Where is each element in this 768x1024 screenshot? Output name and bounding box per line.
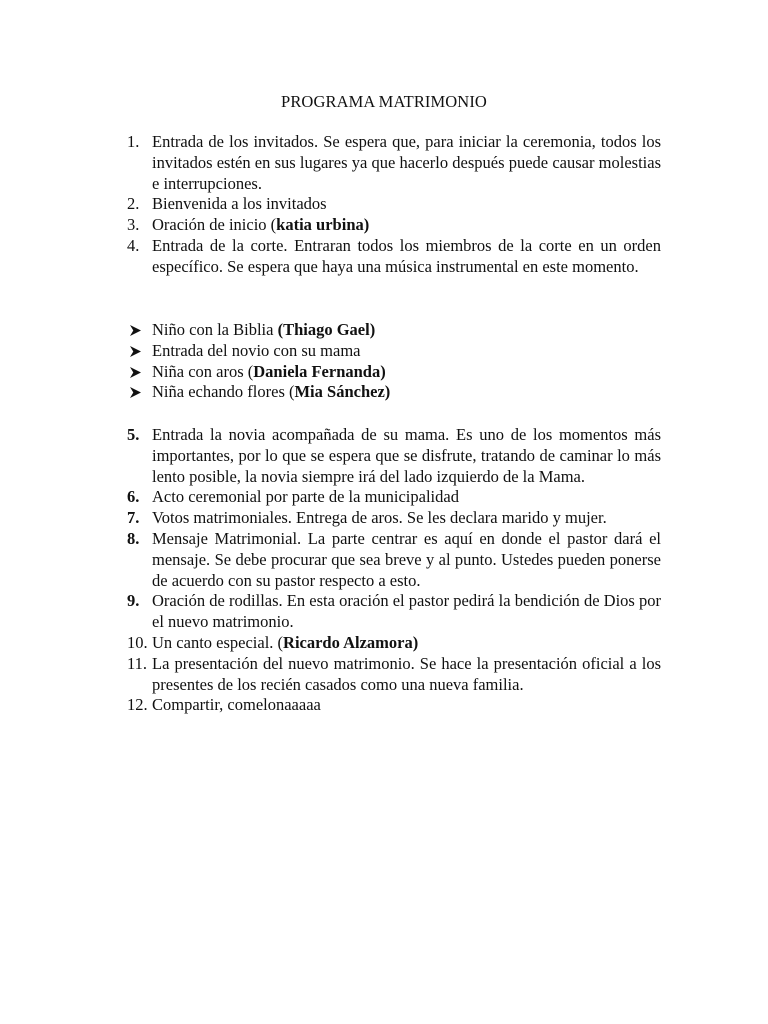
program-list-part-1 [127, 132, 661, 278]
document-title: PROGRAMA MATRIMONIO [281, 92, 487, 111]
bullet-item [130, 382, 650, 403]
list-item-number: 9. [127, 591, 140, 611]
arrowhead-bullet-icon [130, 346, 141, 357]
list-item-text: Votos matrimoniales. Entrega de aros. Se les declara marido y mujer. [152, 508, 607, 528]
list-item [127, 194, 661, 215]
bullet-item-name-bold: Daniela Fernanda) [253, 361, 386, 381]
list-item [127, 215, 661, 236]
list-item [127, 508, 661, 529]
bullet-item-name-bold: (Thiago Gael) [277, 320, 376, 339]
list-item-name-bold: katia urbina) [276, 215, 370, 235]
list-item-text: Bienvenida a los invitados [152, 194, 327, 214]
list-item-number: 10. [127, 632, 148, 652]
list-item-text: Acto ceremonial por parte de la municipalidad [152, 487, 459, 507]
bullet-item-name-bold: Mia Sánchez) [294, 382, 391, 402]
list-item-number: 4. [127, 235, 140, 255]
list-item-number: 8. [127, 528, 140, 548]
bullet-item [130, 362, 650, 383]
list-item-number: 3. [127, 215, 140, 235]
bullet-item-text: Niña con aros ( [152, 361, 254, 381]
list-item [127, 633, 661, 654]
list-item-number: 7. [127, 508, 140, 528]
bullet-item-text: Niña echando flores ( [152, 382, 295, 402]
list-item-text: Entrada la novia acompañada de su mama. Es uno de los momentos más importantes, por lo que se espera que se disfrute, tratando de caminar lo más lento posible, la novia siempre irá del lado izquierdo de la Mama. [152, 425, 661, 486]
list-item [127, 132, 661, 194]
bullet-item-text: Niño con la Biblia [152, 320, 278, 339]
list-item-text: Entrada de los invitados. Se espera que, para iniciar la ceremonia, todos los invitados estén en sus lugares ya que hacerlo después puede causar molestias e interrupciones. [152, 132, 661, 193]
list-item [127, 529, 661, 591]
bullet-item [130, 320, 650, 341]
list-item-text: La presentación del nuevo matrimonio. Se hace la presentación oficial a los presentes de los recién casados como una nueva familia. [152, 653, 661, 694]
list-item-text: Mensaje Matrimonial. La parte centrar es aquí en donde el pastor dará el mensaje. Se debe procurar que sea breve y al punto. Ustedes pueden ponerse de acuerdo con su pastor respecto a esto. [152, 528, 661, 590]
list-item-number: 6. [127, 487, 140, 507]
list-item-text: Oración de inicio ( [152, 215, 277, 235]
program-list-part-2 [127, 425, 661, 716]
list-item-text: Oración de rodillas. En esta oración el pastor pedirá la bendición de Dios por el nuevo matrimonio. [152, 591, 661, 632]
bullet-item-text: Entrada del novio con su mama [152, 340, 361, 360]
arrowhead-bullet-icon [130, 325, 141, 336]
arrowhead-bullet-icon [130, 367, 141, 378]
list-item [127, 695, 661, 716]
list-item [127, 425, 661, 487]
list-item-name-bold: Ricardo Alzamora) [283, 632, 419, 652]
list-item-text: Compartir, comelonaaaaa [152, 695, 321, 715]
list-item [127, 236, 661, 278]
bullet-item [130, 341, 650, 362]
list-item [127, 591, 661, 633]
list-item-number: 2. [127, 194, 140, 214]
list-item-number: 11. [127, 653, 148, 673]
list-item-text: Un canto especial. ( [152, 632, 284, 652]
list-item-number: 5. [127, 425, 140, 444]
list-item-number: 12. [127, 695, 148, 715]
list-item [127, 487, 661, 508]
arrowhead-bullet-icon [130, 387, 141, 398]
procession-bullet-list [130, 320, 650, 403]
list-item-number: 1. [127, 132, 140, 151]
list-item-text: Entrada de la corte. Entraran todos los miembros de la corte en un orden específico. Se espera que haya una música instrumental en este momento. [152, 235, 661, 276]
list-item [127, 654, 661, 696]
